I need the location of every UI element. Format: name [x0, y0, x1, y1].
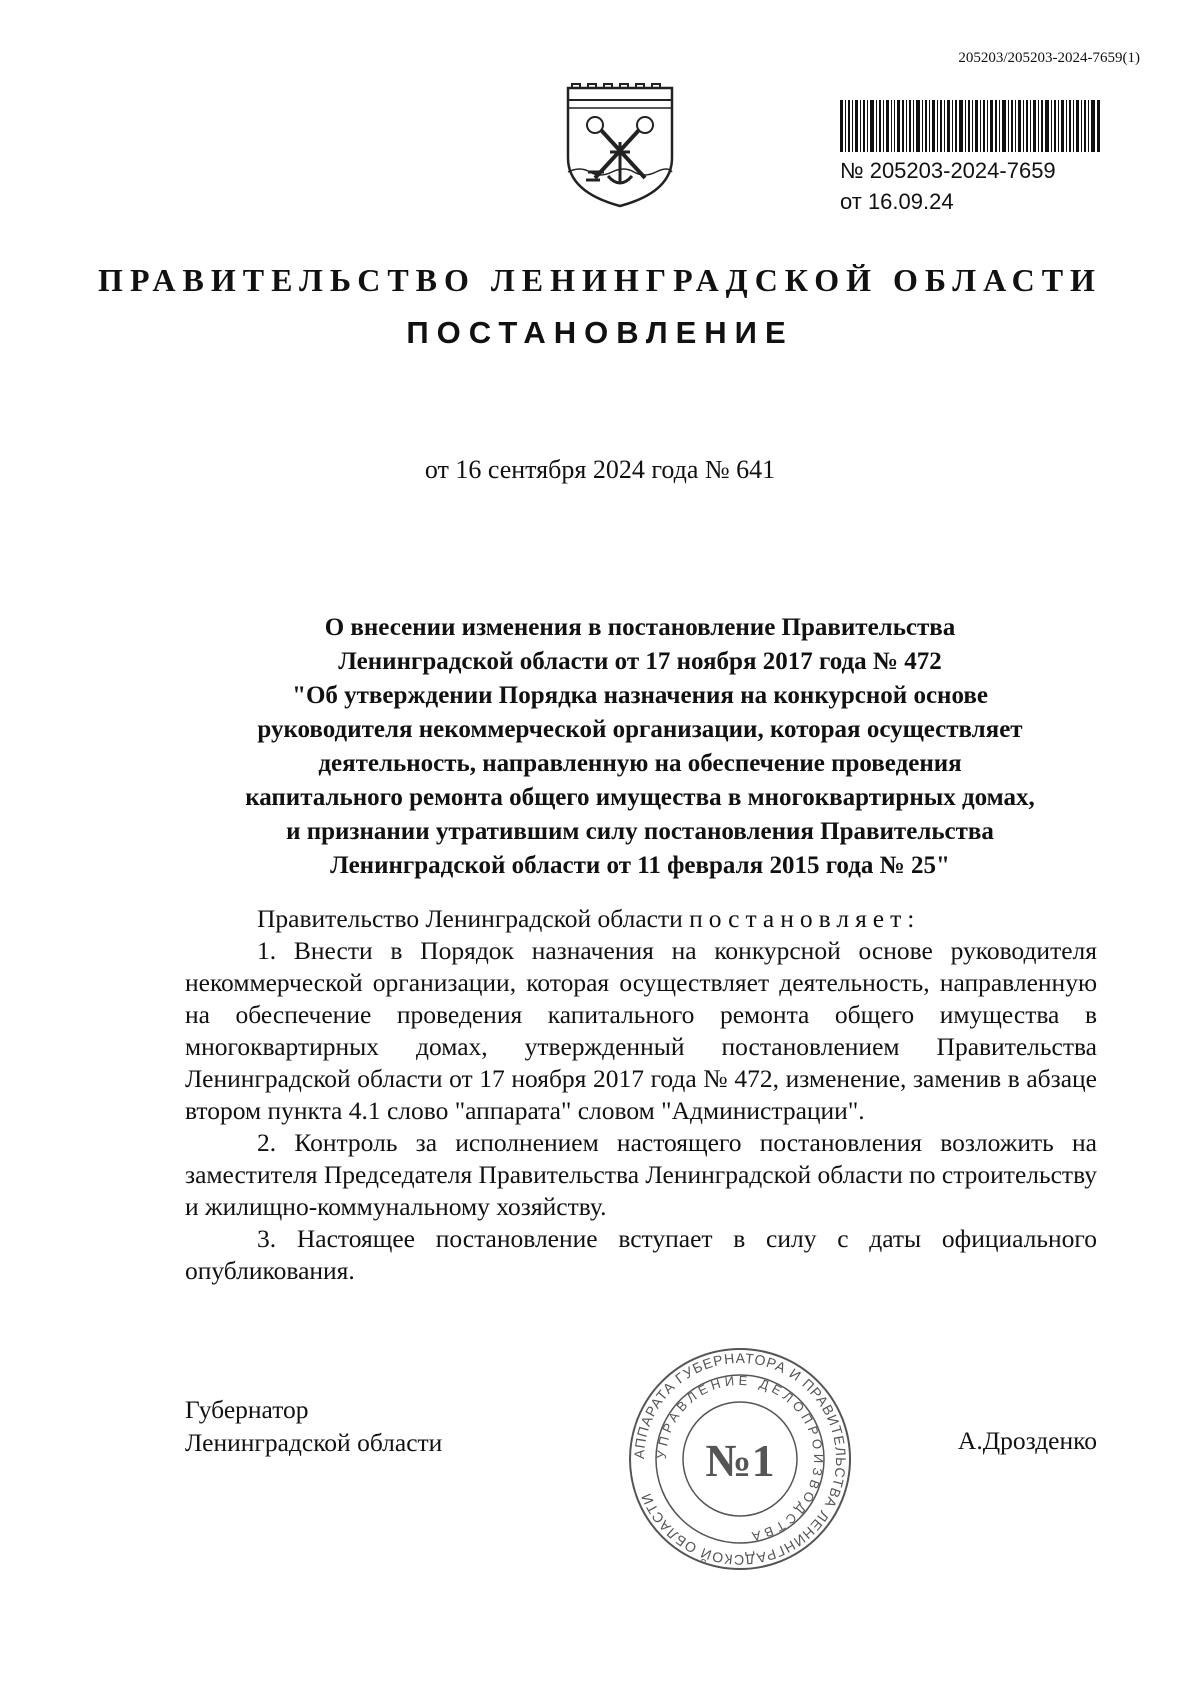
registration-date: от 16.09.24 — [840, 189, 954, 214]
decree-item-3: 3. Настоящее постановление вступает в силу с даты официального опубликования. — [185, 1224, 1097, 1285]
subject-line: "Об утверждении Порядка назначения на конкурсной основе — [292, 682, 988, 709]
barcode-icon — [840, 100, 1100, 152]
stamp-number: №1 — [705, 1435, 775, 1486]
signatory-position — [185, 1393, 442, 1459]
decree-subject — [180, 611, 1100, 883]
subject-line: деятельность, направленную на обеспечение проведения — [318, 750, 962, 777]
official-stamp-icon — [625, 1344, 855, 1574]
signatory-position-line: Губернатор — [185, 1395, 309, 1424]
intro-verb: постановляет: — [689, 904, 921, 933]
subject-line: капитального ремонта общего имущества в многоквартирных домах, — [245, 784, 1035, 811]
coat-of-arms-icon — [560, 80, 680, 210]
government-title: ПРАВИТЕЛЬСТВО ЛЕНИНГРАДСКОЙ ОБЛАСТИ — [98, 262, 1102, 298]
registration-block — [840, 100, 1110, 214]
subject-line: руководителя некоммерческой организации, которая осуществляет — [257, 716, 1023, 743]
stamp-outer-text: АППАРАТА ГУБЕРНАТОРА И ПРАВИТЕЛЬСТВА ЛЕНИНГРАДСКОЙ ОБЛАСТИ — [630, 1349, 850, 1569]
decree-item-1: 1. Внести в Порядок назначения на конкурсной основе руководителя некоммерческой организации, которая осуществляет деятельность, направленную на обеспечение проведения капитального ремонта общего имущества в многоквартирных домах, утвержденный постановлением Правительства Ленинградской области от 17 ноября 2017 года № 472, изменение, заменив в абзаце втором пункта 4.1 слово "аппарата" словом "Администрации". — [185, 936, 1097, 1125]
subject-line: Ленинградской области от 11 февраля 2015 года № 25" — [330, 852, 950, 879]
subject-line: и признании утратившим силу постановления Правительства — [286, 818, 994, 845]
intro-subject: Правительство Ленинградской области — [257, 904, 683, 933]
stamp-inner-text: УПРАВЛЕНИЕ ДЕЛОПРОИЗВОДСТВА — [653, 1372, 827, 1545]
decree-date: от 16 сентября 2024 года № 641 — [424, 455, 776, 484]
signatory-name: А.Дрозденко — [957, 1426, 1097, 1455]
subject-line: О внесении изменения в постановление Правительства — [324, 614, 956, 641]
subject-line: Ленинградской области от 17 ноября 2017 года № 472 — [338, 648, 942, 675]
registration-number: № 205203-2024-7659 — [840, 158, 1056, 183]
decree-title: ПОСТАНОВЛЕНИЕ — [406, 315, 794, 350]
decree-body — [185, 903, 1097, 1287]
document-id: 205203/205203-2024-7659(1) — [958, 50, 1140, 66]
resolution-intro — [185, 903, 1097, 935]
decree-item-2: 2. Контроль за исполнением настоящего постановления возложить на заместителя Председателя Правительства Ленинградской области по строительству и жилищно-коммунальному хозяйству. — [185, 1128, 1097, 1221]
signatory-position-line: Ленинградской области — [185, 1428, 443, 1457]
